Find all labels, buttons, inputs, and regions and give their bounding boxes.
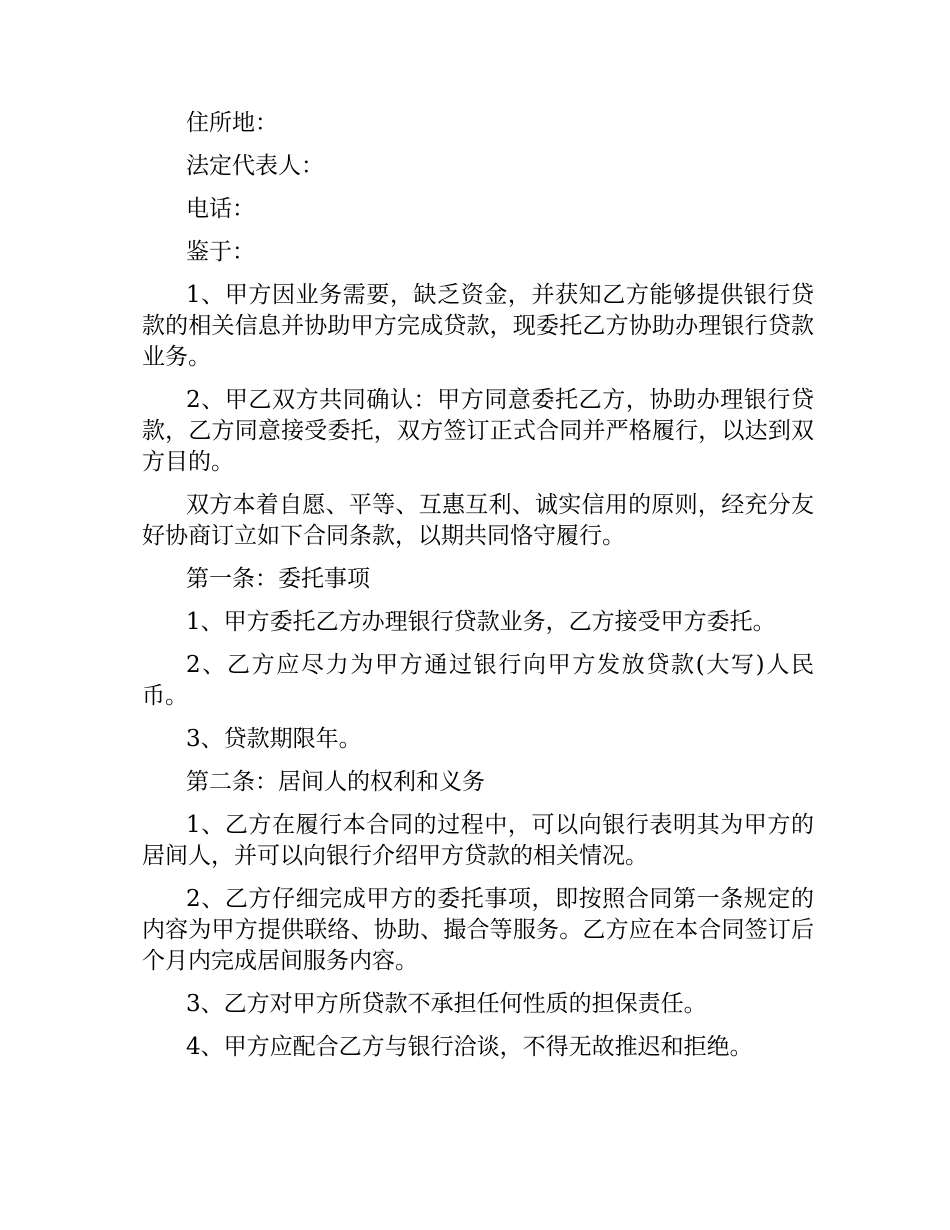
document-body — [142, 108, 814, 1075]
article-2-item-4: 4、甲方应配合乙方与银行洽谈，不得无故推迟和拒绝。 — [186, 1034, 753, 1060]
field-legal-representative: 法定代表人： — [186, 153, 324, 179]
article-2-item-1: 1、乙方在履行本合同的过程中，可以向银行表明其为甲方的居间人，并可以向银行介绍甲方贷款的相关情况。 — [142, 812, 814, 869]
article-1-item-2: 2、乙方应尽力为甲方通过银行向甲方发放贷款(大写)人民币。 — [142, 652, 814, 709]
preamble-paragraph: 双方本着自愿、平等、互惠互利、诚实信用的原则，经充分友好协商订立如下合同条款，以期共同恪守履行。 — [142, 492, 814, 549]
field-address: 住所地： — [186, 110, 278, 136]
article-1-item-3: 3、贷款期限年。 — [186, 726, 362, 752]
article-1-heading: 第一条：委托事项 — [186, 566, 370, 592]
whereas-clause-2: 2、甲乙双方共同确认：甲方同意委托乙方，协助办理银行贷款，乙方同意接受委托，双方签订正式合同并严格履行，以达到双方目的。 — [142, 387, 814, 475]
article-1-item-1: 1、甲方委托乙方办理银行贷款业务，乙方接受甲方委托。 — [186, 609, 776, 635]
whereas-clause-1: 1、甲方因业务需要，缺乏资金，并获知乙方能够提供银行贷款的相关信息并协助甲方完成贷款，现委托乙方协助办理银行贷款业务。 — [142, 282, 814, 370]
article-2-item-3: 3、乙方对甲方所贷款不承担任何性质的担保责任。 — [186, 991, 707, 1017]
article-2-heading: 第二条：居间人的权利和义务 — [186, 769, 485, 795]
field-phone: 电话： — [186, 196, 255, 222]
article-2-item-2: 2、乙方仔细完成甲方的委托事项，即按照合同第一条规定的内容为甲方提供联络、协助、撮合等服务。乙方应在本合同签订后个月内完成居间服务内容。 — [142, 886, 814, 974]
whereas-heading: 鉴于： — [186, 239, 255, 265]
